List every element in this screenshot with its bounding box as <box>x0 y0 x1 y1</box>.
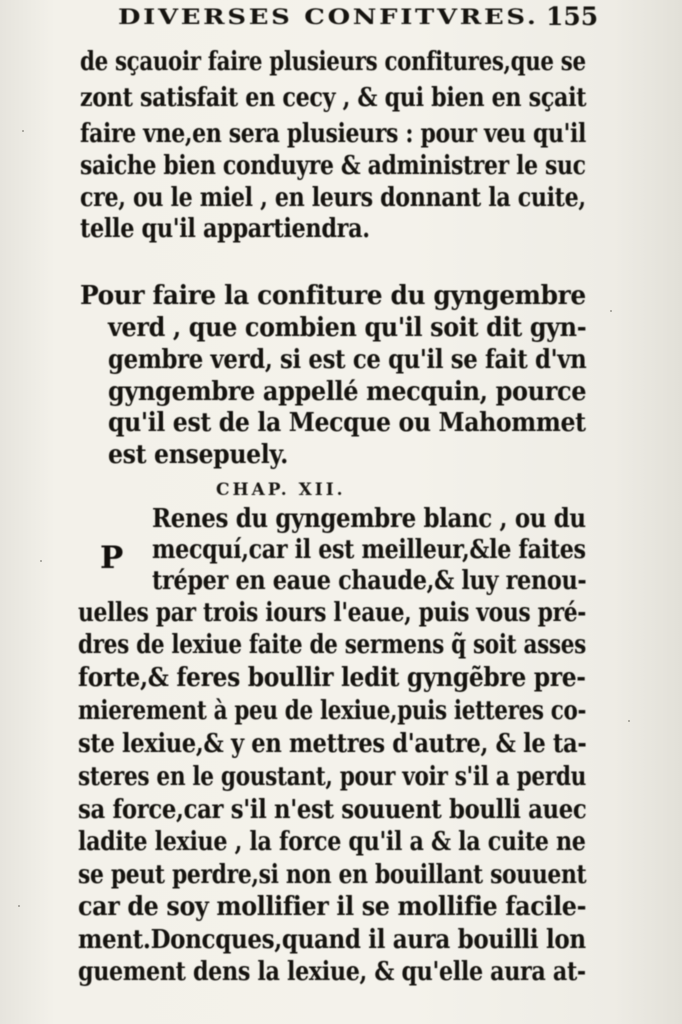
text-line: mierement à peu de lexiue,puis ietteres co- <box>78 696 587 726</box>
paper-speck <box>22 130 24 132</box>
text-line: uelles par trois iours l'eaue, puis vous pré- <box>78 598 587 628</box>
text-line: car de soy mollifier il se mollifie facile- <box>78 892 587 922</box>
text-line: zont satisfait en cecy , & qui bien en sçait <box>80 83 587 113</box>
recipe-title-line: gembre verd, si est ce qu'il se fait d'vn <box>108 345 587 375</box>
recipe-title-line: verd , que combien qu'il soit dit gyn- <box>108 313 587 343</box>
text-line: guement dens la lexiue, & qu'elle aura at- <box>78 957 586 987</box>
text-line: saiche bien conduyre & administrer le suc <box>80 151 586 181</box>
chapter-label: CHAP. XII. <box>216 480 346 500</box>
text-line: ste lexiue,& y en mettres d'autre, & le ta- <box>78 729 587 759</box>
recipe-title-line: est ensepuely. <box>108 440 288 470</box>
text-line: se peut perdre,si non en bouillant souuent <box>78 860 587 890</box>
text-line: dres de lexiue faite de sermens q̃ soit asses <box>78 630 586 660</box>
text-line: forte,& feres boullir ledit gyngẽbre pre- <box>78 663 586 693</box>
text-line: ladite lexiue , la force qu'il a & la cuite ne <box>78 827 586 857</box>
text-line: mecquí,car il est meilleur,&le faites <box>152 535 586 565</box>
text-line: cre, ou le miel , en leurs donnant la cuite, <box>80 183 586 213</box>
text-line: sa force,car s'il n'est souuent boulli auec <box>78 795 587 825</box>
recipe-title-line: qu'il est de la Mecque ou Mahommet <box>108 408 586 438</box>
text-line: faire vne,en sera plusieurs : pour veu qu'il <box>80 119 587 149</box>
text-line: de sçauoir faire plusieurs confitures,que se <box>80 47 586 77</box>
running-head: DIVERSES CONFITVRES. <box>118 4 539 29</box>
page-number: 155 <box>546 2 599 31</box>
paper-speck <box>628 720 630 722</box>
text-line: ment.Doncques,quand il aura bouilli lon <box>78 925 586 955</box>
paper-speck <box>40 560 42 562</box>
recipe-title-line: gyngembre appellé mecquin, pource <box>108 377 587 407</box>
recipe-title-line: Pour faire la confiture du gyngembre <box>80 281 586 311</box>
text-line: steres en le goustant, pour voir s'il a perdu <box>78 762 587 792</box>
text-line: telle qu'il appartiendra. <box>80 214 370 244</box>
text-line: tréper en eaue chaude,& luy renou- <box>152 566 587 596</box>
paper-speck <box>610 310 612 312</box>
drop-cap: P <box>100 540 124 576</box>
text-line: Renes du gyngembre blanc , ou du <box>152 504 586 534</box>
paper-speck <box>18 905 20 907</box>
